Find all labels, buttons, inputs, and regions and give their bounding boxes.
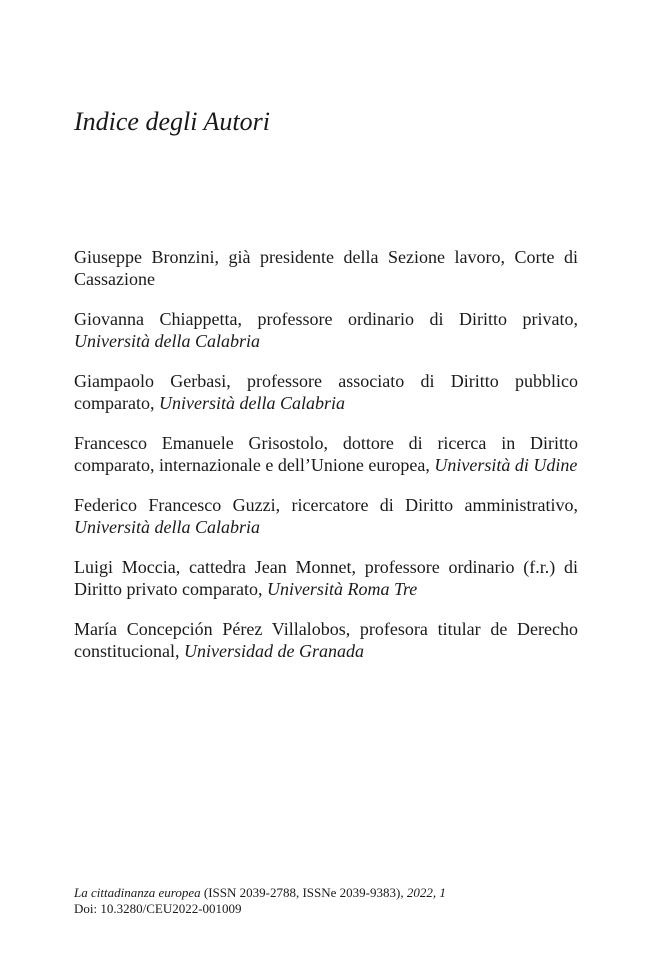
author-description: Francesco Emanuele Grisostolo, dottore di ricerca in Diritto comparato, internazionale e dell’Unione europea,: [74, 433, 578, 475]
author-description: Federico Francesco Guzzi, ricercatore di Diritto amministrativo,: [74, 495, 578, 515]
author-affiliation: Università della Calabria: [74, 330, 260, 351]
author-entry: [74, 309, 578, 352]
journal-title: La cittadinanza europea: [74, 885, 201, 900]
citation-line: [74, 885, 594, 901]
author-description: Luigi Moccia, cattedra Jean Monnet, professore ordinario (f.r.) di Diritto privato comparato,: [74, 557, 578, 599]
author-list: [74, 247, 578, 681]
author-affiliation: Universidad de Granada: [183, 640, 364, 661]
page-footer: [74, 885, 594, 917]
author-description: María Concepción Pérez Villalobos, profesora titular de Derecho constitucional,: [74, 619, 578, 661]
author-entry: [74, 557, 578, 600]
author-affiliation: Università Roma Tre: [266, 578, 418, 599]
author-entry: [74, 619, 578, 662]
author-entry: [74, 433, 578, 476]
author-entry: [74, 371, 578, 414]
author-affiliation: Università della Calabria: [74, 516, 260, 537]
issn-text: (ISSN 2039-2788, ISSNe 2039-9383),: [200, 885, 407, 900]
author-description: Giuseppe Bronzini, già presidente della Sezione lavoro, Corte di Cassazione: [74, 247, 578, 289]
author-description: Giampaolo Gerbasi, professore associato di Diritto pubblico comparato,: [74, 371, 578, 413]
doi-line: Doi: 10.3280/CEU2022-001009: [74, 901, 242, 916]
page-title: Indice degli Autori: [74, 107, 270, 136]
author-entry: [74, 495, 578, 538]
journal-issue: 2022, 1: [406, 885, 446, 900]
author-affiliation: Università di Udine: [434, 454, 578, 475]
author-description: Giovanna Chiappetta, professore ordinario di Diritto privato,: [74, 309, 578, 329]
author-affiliation: Università della Calabria: [158, 392, 345, 413]
author-entry: [74, 247, 578, 290]
